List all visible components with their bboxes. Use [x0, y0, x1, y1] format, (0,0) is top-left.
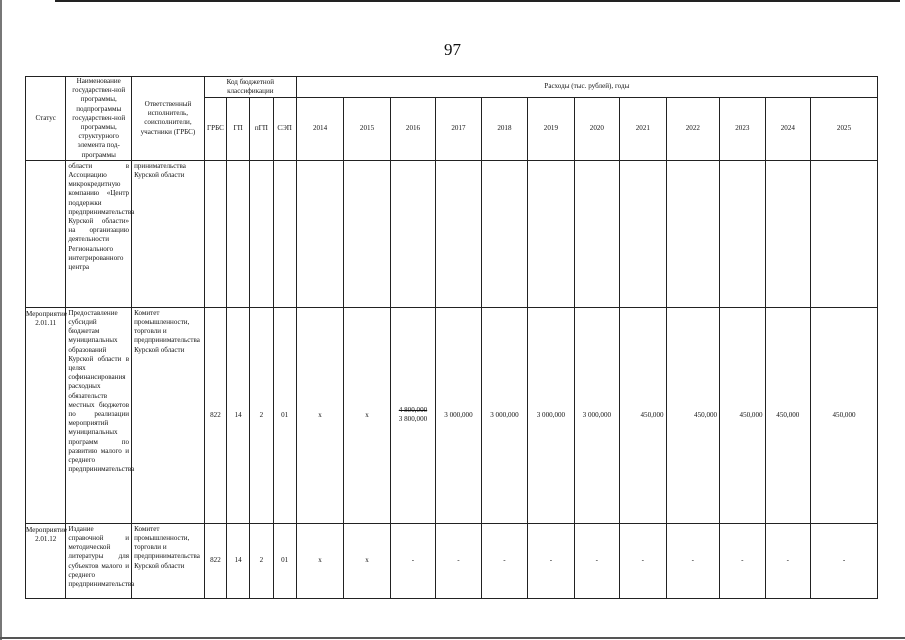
row-value-2025: - — [811, 523, 878, 598]
row-value-2021 — [620, 160, 666, 307]
row-value-2015 — [344, 160, 390, 307]
row-code-pgp: 2 — [250, 307, 273, 523]
header-year-2018: 2018 — [481, 97, 527, 160]
header-year-2016: 2016 — [390, 97, 435, 160]
row-value-2024 — [765, 160, 810, 307]
row-executor: Комитет промышленности, торговли и предпринимательства Курской области — [132, 307, 205, 523]
header-code-sep: СЭП — [273, 97, 296, 160]
header-year-2020: 2020 — [574, 97, 619, 160]
row-value-2021: 450,000 — [620, 307, 666, 523]
header-year-2015: 2015 — [344, 97, 390, 160]
row-value-2023: 450,000 — [720, 307, 765, 523]
row-value-2019: - — [528, 523, 574, 598]
row-executor: принимательства Курской области — [132, 160, 205, 307]
row-value-2023 — [720, 160, 765, 307]
row-code-sep: 01 — [273, 523, 296, 598]
row-value-2023: - — [720, 523, 765, 598]
row-status: Мероприятие 2.01.11 — [26, 307, 66, 523]
row-value-2016 — [390, 307, 435, 523]
row-name: Предоставление субсидий бюджетам муниципальных образований Курской области в целях софинансирования расходных обязательств местных бюджетов по реализации мероприятий муниципальных программ по развитию малого и среднего предпринимательства — [66, 307, 132, 523]
header-year-2022: 2022 — [666, 97, 720, 160]
row-value-2018: - — [481, 523, 527, 598]
budget-table — [25, 76, 878, 599]
header-code-group: Код бюджетной классификации — [204, 77, 296, 98]
row-value-2024: 450,000 — [765, 307, 810, 523]
row-value-2022: 450,000 — [666, 307, 720, 523]
row-code-sep — [273, 160, 296, 307]
row-value-2016 — [390, 160, 435, 307]
table-row — [26, 523, 878, 598]
header-expenses-group: Расходы (тыс. рублей), годы — [296, 77, 877, 98]
header-year-2025: 2025 — [811, 97, 878, 160]
header-status: Статус — [26, 77, 66, 161]
header-year-2021: 2021 — [620, 97, 666, 160]
row-value-2018 — [481, 160, 527, 307]
row-code-grbs: 822 — [204, 523, 226, 598]
row-code-gp: 14 — [227, 307, 250, 523]
header-code-gp: ГП — [227, 97, 250, 160]
scan-border-bottom — [0, 637, 905, 639]
row-value-2014: х — [296, 523, 343, 598]
header-executor: Ответственный исполнитель, соисполнители, участники (ГРБС) — [132, 77, 205, 161]
value-2016-stack — [399, 406, 427, 424]
row-value-2020: - — [574, 523, 619, 598]
row-code-grbs: 822 — [204, 307, 226, 523]
table-row — [26, 160, 878, 307]
row-name: Издание справочной и методической литературы для субъектов малого и среднего предпринимательства — [66, 523, 132, 598]
row-value-2015: х — [344, 307, 390, 523]
value-2016-new: 3 800,000 — [398, 415, 428, 424]
row-code-gp — [227, 160, 250, 307]
row-status: Мероприятие 2.01.12 — [26, 523, 66, 598]
header-name: Наименование государствен-ной программы, подпрограммы государствен-ной программы, структурного элемента под-программы — [66, 77, 132, 161]
row-value-2016: - — [390, 523, 435, 598]
header-code-grbs: ГРБС — [204, 97, 226, 160]
row-value-2020 — [574, 160, 619, 307]
header-year-2014: 2014 — [296, 97, 343, 160]
row-value-2022: - — [666, 523, 720, 598]
row-value-2017 — [436, 160, 481, 307]
row-value-2015: х — [344, 523, 390, 598]
header-code-pgp: пГП — [250, 97, 273, 160]
header-year-2024: 2024 — [765, 97, 810, 160]
row-code-pgp — [250, 160, 273, 307]
row-value-2022 — [666, 160, 720, 307]
row-value-2025: 450,000 — [811, 307, 878, 523]
row-value-2019 — [528, 160, 574, 307]
row-status — [26, 160, 66, 307]
row-value-2014 — [296, 160, 343, 307]
page-number: 97 — [444, 40, 461, 59]
row-executor: Комитет промышленности, торговли и предпринимательства Курской области — [132, 523, 205, 598]
row-value-2024: - — [765, 523, 810, 598]
row-code-pgp: 2 — [250, 523, 273, 598]
value-2016-struck: 4 800,000 — [398, 406, 428, 415]
header-year-2019: 2019 — [528, 97, 574, 160]
row-code-grbs — [204, 160, 226, 307]
row-value-2017: - — [436, 523, 481, 598]
row-value-2018: 3 000,000 — [481, 307, 527, 523]
row-value-2019: 3 000,000 — [528, 307, 574, 523]
row-code-gp: 14 — [227, 523, 250, 598]
table-row — [26, 307, 878, 523]
row-code-sep: 01 — [273, 307, 296, 523]
row-value-2020: 3 000,000 — [574, 307, 619, 523]
row-value-2025 — [811, 160, 878, 307]
scan-border-left — [0, 0, 2, 640]
header-year-2017: 2017 — [436, 97, 481, 160]
row-value-2021: - — [620, 523, 666, 598]
row-name: области в Ассоциацию микрокредитную компанию «Центр поддержки предпринимательства Курской области» на организацию деятельности Регионального интегрированного центра — [66, 160, 132, 307]
row-value-2017: 3 000,000 — [436, 307, 481, 523]
scan-border-top — [55, 0, 900, 2]
header-year-2023: 2023 — [720, 97, 765, 160]
row-value-2014: х — [296, 307, 343, 523]
